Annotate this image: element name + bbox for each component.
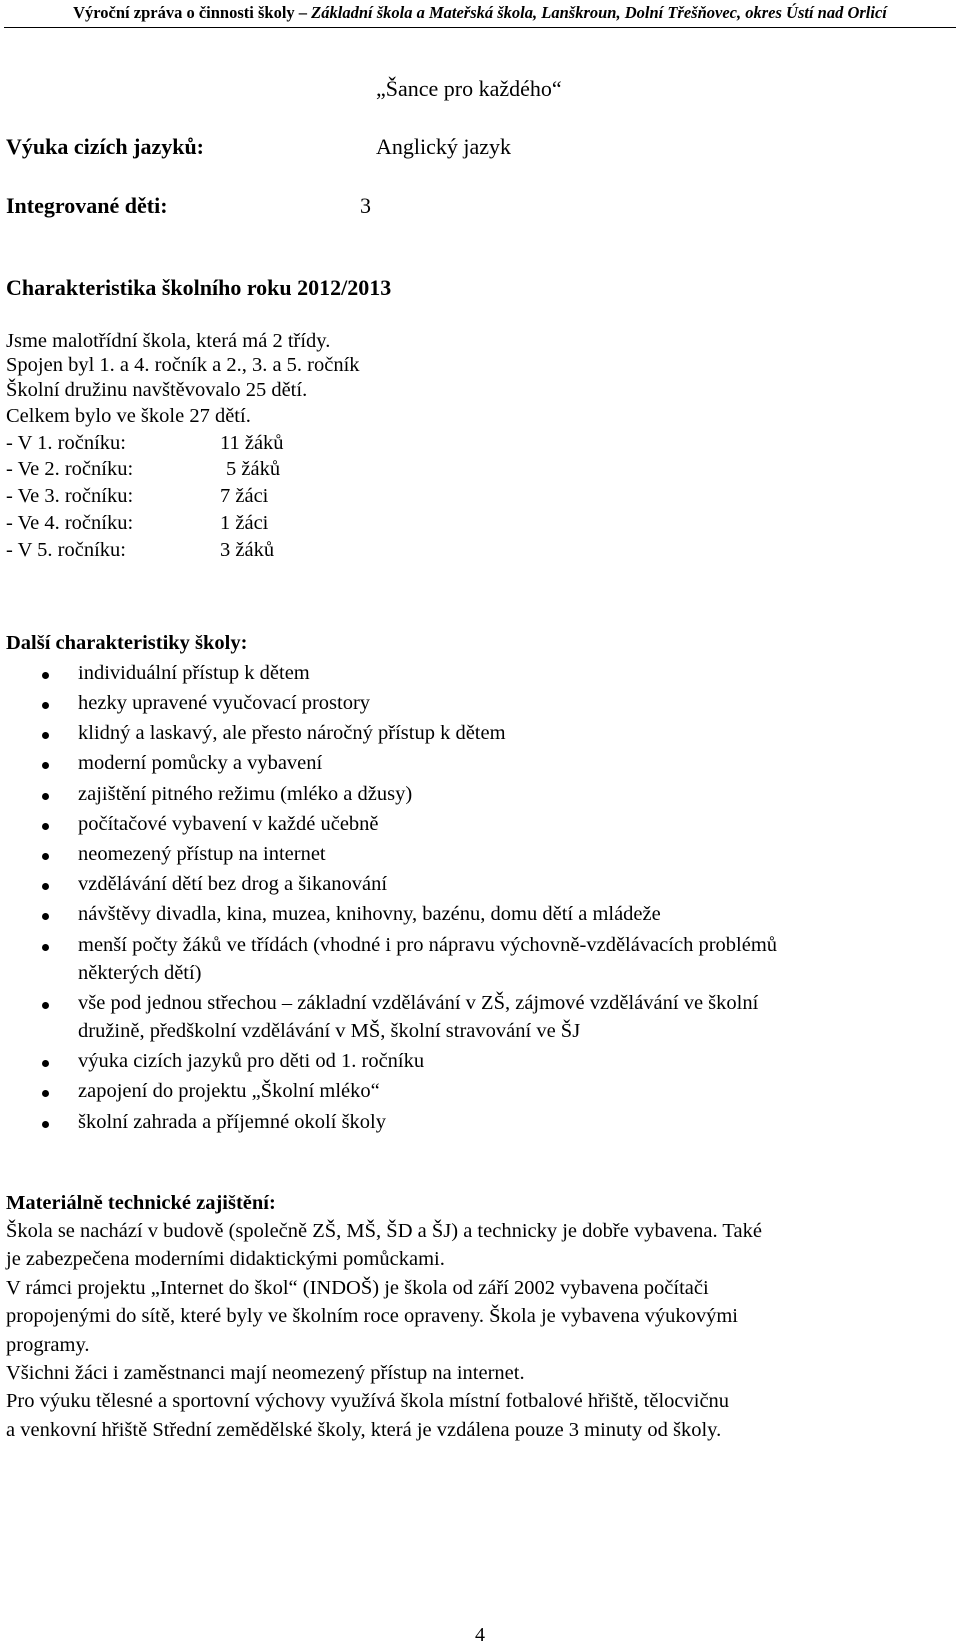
grade-label: - Ve 3. ročníku: — [6, 485, 134, 507]
header-rule — [4, 27, 956, 28]
list-item: návštěvy divadla, kina, muzea, knihovny, bazénu, domu dětí a mládeže — [78, 903, 661, 925]
material-line: Škola se nachází v budově (společně ZŠ, MŠ, ŠD a ŠJ) a technicky je dobře vybavena. Také — [6, 1220, 762, 1242]
year-line: Spojen byl 1. a 4. ročník a 2., 3. a 5. ročník — [6, 354, 360, 376]
year-line: Školní družinu navštěvovalo 25 dětí. — [6, 379, 308, 401]
bullet-icon — [42, 823, 49, 830]
year-heading: Charakteristika školního roku 2012/2013 — [6, 275, 392, 300]
bullet-icon — [42, 944, 49, 951]
list-item: školní zahrada a příjemné okolí školy — [78, 1111, 386, 1133]
list-item-continuation: některých dětí) — [78, 962, 202, 984]
grade-label: - V 5. ročníku: — [6, 539, 126, 561]
list-item: hezky upravené vyučovací prostory — [78, 692, 371, 714]
list-item: zapojení do projektu „Školní mléko“ — [78, 1080, 380, 1102]
languages-label: Výuka cizích jazyků: — [6, 134, 204, 159]
material-heading: Materiálně technické zajištění: — [6, 1192, 276, 1214]
list-item: zajištění pitného režimu (mléko a džusy) — [78, 783, 413, 805]
motto: „Šance pro každého“ — [376, 76, 562, 101]
list-item: individuální přístup k dětem — [78, 662, 310, 684]
list-item: klidný a laskavý, ale přesto náročný přístup k dětem — [78, 722, 506, 744]
material-line: V rámci projektu „Internet do škol“ (INDOŠ) je škola od září 2002 vybavena počítači — [6, 1277, 709, 1299]
bullet-icon — [42, 1090, 49, 1097]
list-item: vzdělávání dětí bez drog a šikanování — [78, 873, 388, 895]
grade-value: 3 žáků — [220, 539, 275, 561]
list-item: menší počty žáků ve třídách (vhodné i pro nápravu výchovně-vzdělávacích problémů — [78, 934, 778, 956]
list-item: vše pod jednou střechou – základní vzdělávání v ZŠ, zájmové vzdělávání ve školní — [78, 992, 759, 1014]
integrated-value: 3 — [360, 193, 371, 218]
grade-value: 5 žáků — [226, 458, 281, 480]
material-line: je zabezpečena moderními didaktickými pomůckami. — [6, 1248, 445, 1270]
bullet-icon — [42, 913, 49, 920]
bullet-icon — [42, 732, 49, 739]
material-line: Všichni žáci i zaměstnanci mají neomezený přístup na internet. — [6, 1362, 525, 1384]
grade-value: 7 žáci — [220, 485, 269, 507]
characteristics-heading: Další charakteristiky školy: — [6, 632, 248, 654]
bullet-icon — [42, 1002, 49, 1009]
material-line: a venkovní hřiště Střední zemědělské školy, která je vzdálena pouze 3 minuty od školy. — [6, 1419, 722, 1441]
grade-value: 11 žáků — [220, 432, 284, 454]
header-school-name: Základní škola a Mateřská škola, Lanškroun, Dolní Třešňovec, okres Ústí nad Orlicí — [311, 3, 887, 22]
bullet-icon — [42, 1121, 49, 1128]
header-title: Výroční zpráva o činnosti školy – — [73, 3, 312, 22]
year-line: Celkem bylo ve škole 27 dětí. — [6, 405, 251, 427]
material-line: programy. — [6, 1334, 90, 1356]
list-item: výuka cizích jazyků pro děti od 1. ročníku — [78, 1050, 425, 1072]
material-line: propojenými do sítě, které byly ve školním roce opraveny. Škola je vybavena výukovými — [6, 1305, 738, 1327]
list-item: neomezený přístup na internet — [78, 843, 326, 865]
bullet-icon — [42, 883, 49, 890]
languages-value: Anglický jazyk — [376, 134, 512, 159]
bullet-icon — [42, 762, 49, 769]
bullet-icon — [42, 702, 49, 709]
grade-label: - Ve 2. ročníku: — [6, 458, 134, 480]
list-item: moderní pomůcky a vybavení — [78, 752, 323, 774]
year-line: Jsme malotřídní škola, která má 2 třídy. — [6, 330, 331, 352]
grade-label: - V 1. ročníku: — [6, 432, 126, 454]
material-line: Pro výuku tělesné a sportovní výchovy využívá škola místní fotbalové hřiště, tělocvičnu — [6, 1390, 730, 1412]
page-number: 4 — [475, 1624, 485, 1646]
list-item-continuation: družině, předškolní vzdělávání v MŠ, školní stravování ve ŠJ — [78, 1020, 581, 1042]
grade-label: - Ve 4. ročníku: — [6, 512, 134, 534]
grade-value: 1 žáci — [220, 512, 269, 534]
bullet-icon — [42, 793, 49, 800]
bullet-icon — [42, 672, 49, 679]
list-item: počítačové vybavení v každé učebně — [78, 813, 379, 835]
document-header — [0, 3, 960, 23]
bullet-icon — [42, 853, 49, 860]
bullet-icon — [42, 1060, 49, 1067]
integrated-label: Integrované děti: — [6, 193, 168, 218]
